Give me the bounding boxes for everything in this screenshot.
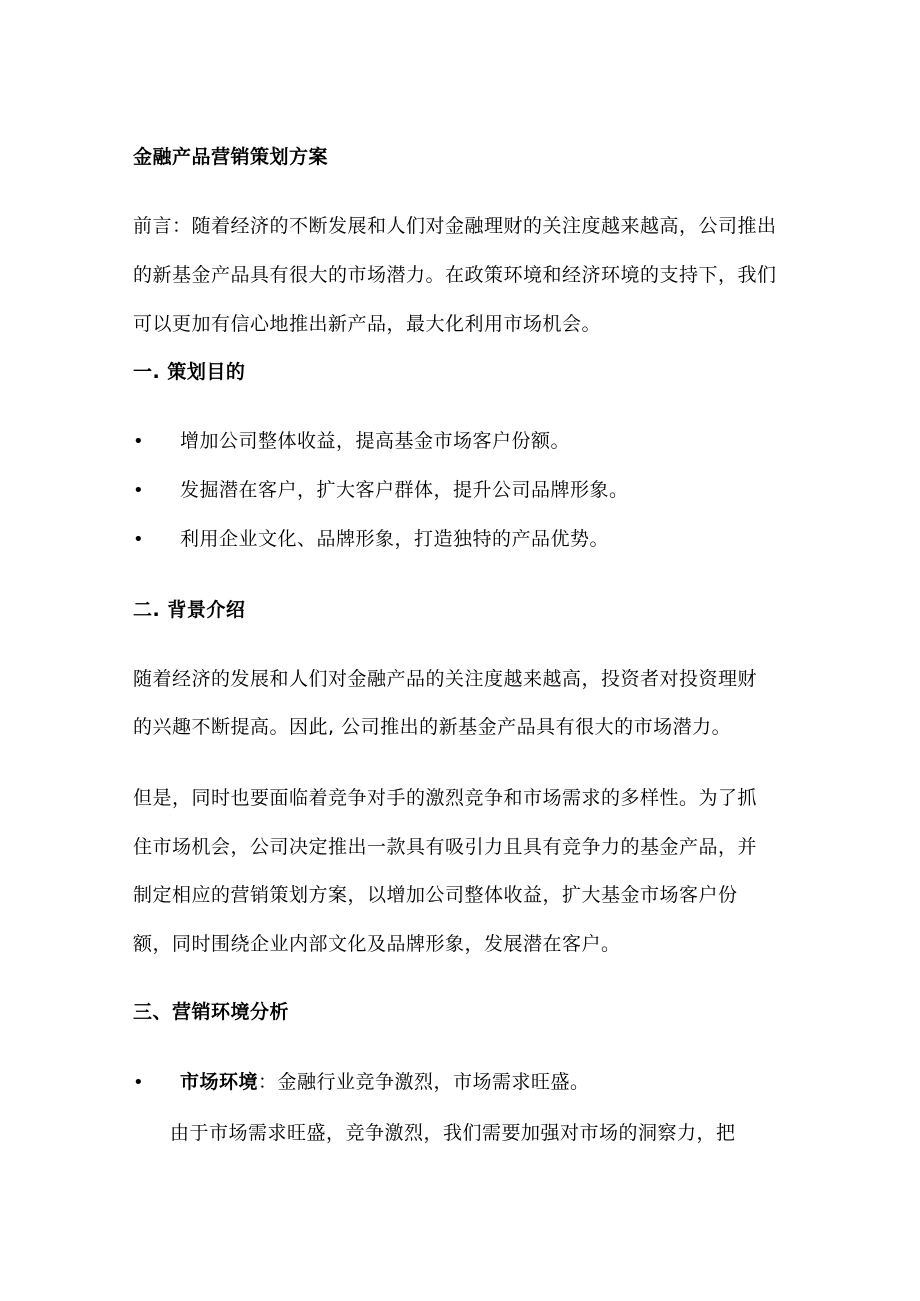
bullet-icon: • xyxy=(133,1072,144,1093)
preface-line-3: 可以更加有信心地推出新产品，最大化利用市场机会。 xyxy=(133,313,602,335)
section2-para2-line-2: 住市场机会，公司决定推出一款具有吸引力且具有竞争力的基金产品，并 xyxy=(133,836,758,858)
section2-para2-line-4: 额，同时围绕企业内部文化及品牌形象，发展潜在客户。 xyxy=(133,933,621,955)
market-environment-text: ：金融行业竞争激烈，市场需求旺盛。 xyxy=(258,1071,590,1093)
preface-line-2: 的新基金产品具有很大的市场潜力。在政策环境和经济环境的支持下，我们 xyxy=(133,264,777,286)
section2-para1-line-2: 的兴趣不断提高。因此, 公司推出的新基金产品具有很大的市场潜力。 xyxy=(133,716,732,738)
section2-para2-line-3: 制定相应的营销策划方案，以增加公司整体收益，扩大基金市场客户份 xyxy=(133,884,738,906)
section2-para2-line-1: 但是，同时也要面临着竞争对手的激烈竞争和市场需求的多样性。为了抓 xyxy=(133,787,758,809)
bullet-icon: • xyxy=(133,431,144,452)
section3-continuation: 由于市场需求旺盛，竞争激烈，我们需要加强对市场的洞察力，把 xyxy=(170,1122,736,1144)
document-title: 金融产品营销策划方案 xyxy=(133,146,329,168)
section1-heading: 一. 策划目的 xyxy=(133,361,246,383)
preface-line-1: 前言：随着经济的不断发展和人们对金融理财的关注度越来越高，公司推出 xyxy=(133,215,777,237)
section2-heading: 二. 背景介绍 xyxy=(133,599,246,621)
section1-bullet-3: 利用企业文化、品牌形象，打造独特的产品优势。 xyxy=(180,528,610,550)
section3-heading: 三、营销环境分析 xyxy=(133,1001,290,1023)
section3-bullet-1 xyxy=(180,1070,590,1094)
bullet-icon: • xyxy=(133,529,144,550)
market-environment-label: 市场环境 xyxy=(180,1071,259,1093)
section1-bullet-1: 增加公司整体收益，提高基金市场客户份额。 xyxy=(180,430,571,452)
bullet-icon: • xyxy=(133,480,144,501)
section1-bullet-2: 发掘潜在客户，扩大客户群体，提升公司品牌形象。 xyxy=(180,479,629,501)
section2-para1-line-1: 随着经济的发展和人们对金融产品的关注度越来越高，投资者对投资理财 xyxy=(133,668,758,690)
